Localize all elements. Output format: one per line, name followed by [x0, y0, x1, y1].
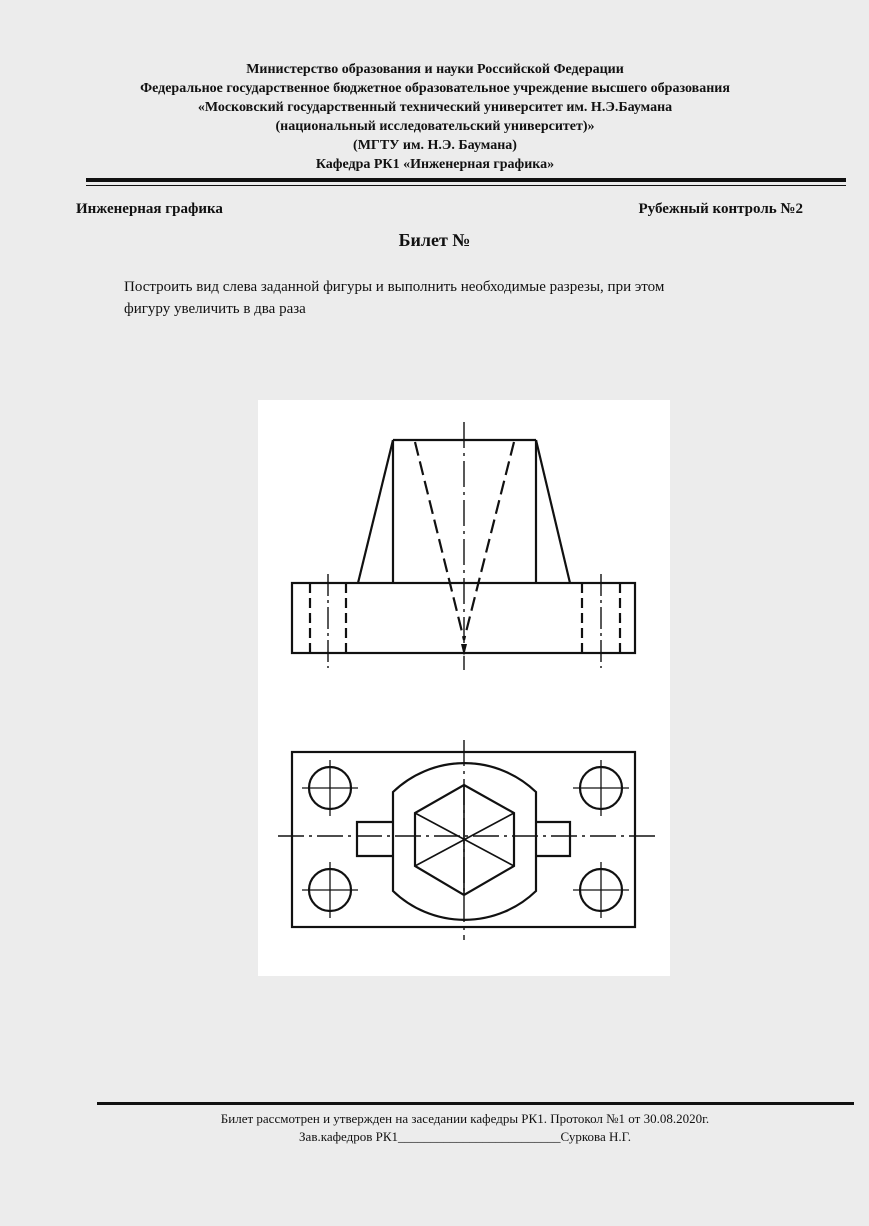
- header-institution-type: Федеральное государственное бюджетное образовательное учреждение высшего образования: [140, 81, 730, 96]
- footer-divider: [97, 1102, 854, 1105]
- technical-drawing: [258, 400, 670, 976]
- header-university-status: (национальный исследовательский университет)»: [275, 119, 595, 134]
- head-of-department-signature-line: Зав.кафедров РК1_________________________Суркова Н.Г.: [299, 1129, 631, 1144]
- approval-text: Билет рассмотрен и утвержден на заседании кафедры РК1. Протокол №1 от 30.08.2020г.: [220, 1111, 710, 1126]
- header-department: Кафедра РК1 «Инженерная графика»: [315, 157, 555, 172]
- subject-name: Инженерная графика: [76, 201, 223, 217]
- front-hidden-cone-right: [464, 442, 514, 640]
- control-work-label: Рубежный контроль №2: [638, 201, 803, 217]
- top-right-lug: [536, 822, 570, 856]
- front-view: [292, 422, 635, 670]
- header-divider-thick: [86, 178, 846, 182]
- front-cone-right-edge: [536, 440, 570, 583]
- institution-header: [60, 60, 810, 174]
- front-cone-left-edge: [358, 440, 393, 583]
- task-text: [124, 276, 784, 320]
- header-ministry: Министерство образования и науки Российской Федерации: [246, 62, 624, 77]
- top-left-lug: [357, 822, 393, 856]
- approval-footer: [60, 1110, 869, 1146]
- task-line-1: Построить вид слева заданной фигуры и выполнить необходимые разрезы, при этом: [124, 279, 665, 295]
- header-university-abbr: (МГТУ им. Н.Э. Баумана): [353, 138, 517, 153]
- top-view: [278, 740, 656, 940]
- header-divider-thin: [86, 185, 846, 186]
- task-line-2: фигуру увеличить в два раза: [124, 301, 306, 317]
- front-cone-apex: [461, 644, 467, 656]
- ticket-title: Билет №: [398, 230, 471, 250]
- drawing-svg: [258, 400, 670, 976]
- front-hidden-cone-left: [415, 442, 464, 640]
- header-university-name: «Московский государственный технический университет им. Н.Э.Баумана: [197, 100, 673, 115]
